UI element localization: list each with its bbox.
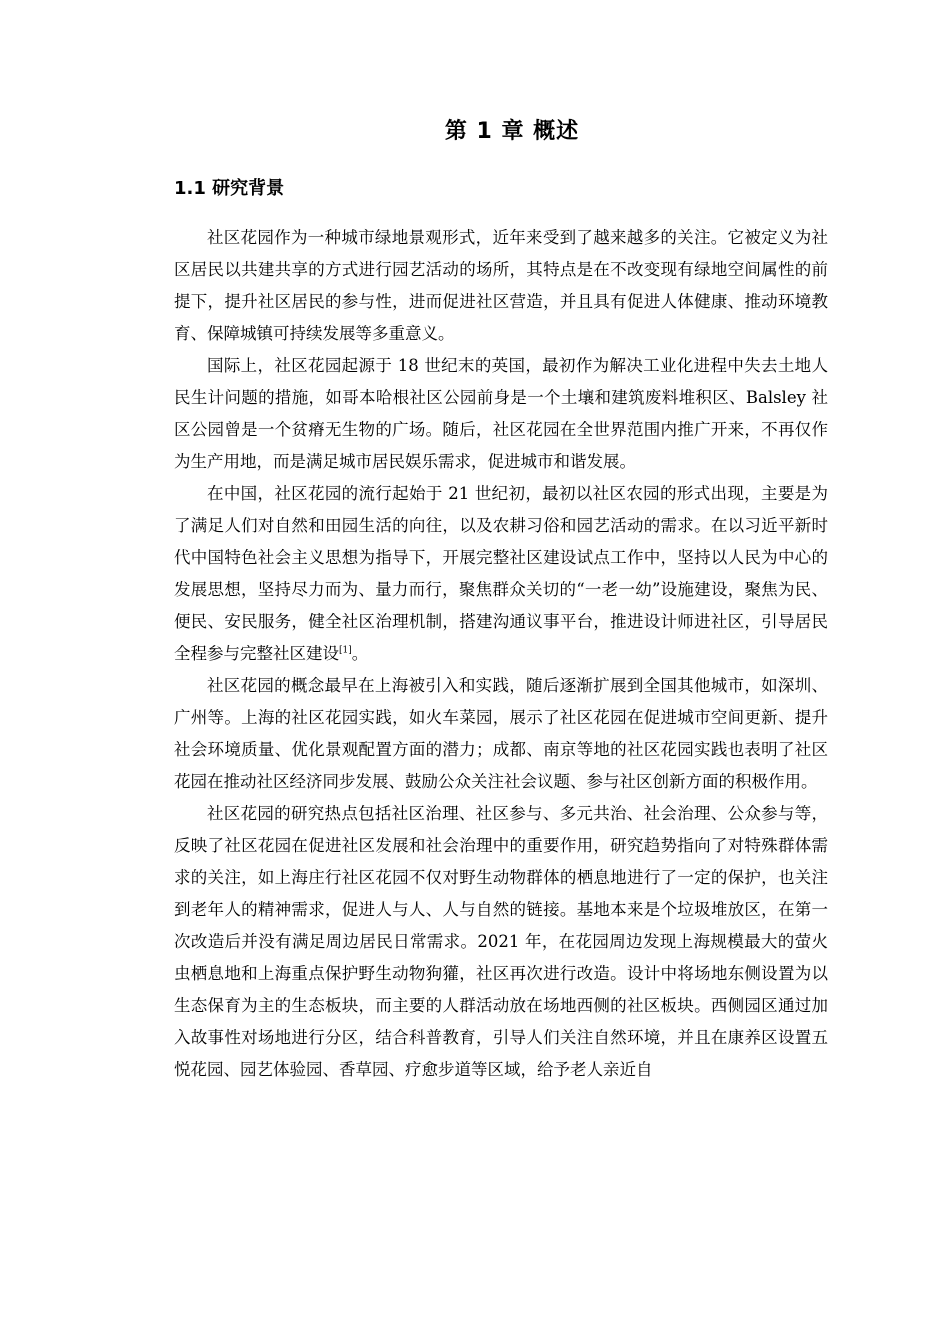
- paragraph-5: 社区花园的研究热点包括社区治理、社区参与、多元共治、社会治理、公众参与等，反映了社区花园在促进社区发展和社会治理中的重要作用，研究趋势指向了对特殊群体需求的关注，如上海庄行社区花园不仅对野生动物群体的栖息地进行了一定的保护，也关注到老年人的精神需求，促进人与人、人与自然的链接。基地本来是个垃圾堆放区，在第一次改造后并没有满足周边居民日常需求。2021 年，在花园周边发现上海规模最大的萤火虫栖息地和上海重点保护野生动物狗獾，社区再次进行改造。设计中将场地东侧设置为以生态保育为主的生态板块，而主要的人群活动放在场地西侧的社区板块。西侧园区通过加入故事性对场地进行分区，结合科普教育，引导人们关注自然环境，并且在康养区设置五悦花园、园艺体验园、香草园、疗愈步道等区域，给予老人亲近自: [174, 804, 828, 1079]
- paragraph-3-tail: 。: [351, 644, 369, 663]
- citation-ref: [1]: [339, 645, 352, 656]
- paragraph-3-text: 在中国，社区花园的流行起始于 21 世纪初，最初以社区农园的形式出现，主要是为了满足人们对自然和田园生活的向往，以及农耕习俗和园艺活动的需求。在以习近平新时代中国特色社会主义思想为指导下，开展完整社区建设试点工作中，坚持以人民为中心的发展思想，坚持尽力而为、量力而行，聚焦群众关切的“一老一幼”设施建设，聚焦为民、便民、安民服务，健全社区治理机制，搭建沟通议事平台，推进设计师进社区，引导居民全程参与完整社区建设: [174, 484, 828, 663]
- paragraph-2: 国际上，社区花园起源于 18 世纪末的英国，最初作为解决工业化进程中失去土地人民生计问题的措施，如哥本哈根社区公园前身是一个土壤和建筑废料堆积区、Balsley 社区公园曾是一个贫瘠无生物的广场。随后，社区花园在全世界范围内推广开来，不再仅作为生产用地，而是满足城市居民娱乐需求，促进城市和谐发展。: [174, 356, 828, 471]
- paragraph-3: [174, 478, 828, 670]
- paragraph-1: 社区花园作为一种城市绿地景观形式，近年来受到了越来越多的关注。它被定义为社区居民以共建共享的方式进行园艺活动的场所，其特点是在不改变现有绿地空间属性的前提下，提升社区居民的参与性，进而促进社区营造，并且具有促进人体健康、推动环境教育、保障城镇可持续发展等多重意义。: [174, 228, 828, 343]
- section-title: 1.1 研究背景: [174, 178, 285, 199]
- paragraph-4: 社区花园的概念最早在上海被引入和实践，随后逐渐扩展到全国其他城市，如深圳、广州等。上海的社区花园实践，如火车菜园，展示了社区花园在促进城市空间更新、提升社会环境质量、优化景观配置方面的潜力；成都、南京等地的社区花园实践也表明了社区花园在推动社区经济同步发展、鼓励公众关注社会议题、参与社区创新方面的积极作用。: [174, 676, 828, 791]
- body-text: [174, 222, 828, 1086]
- chapter-title: 第 1 章 概述: [444, 119, 580, 144]
